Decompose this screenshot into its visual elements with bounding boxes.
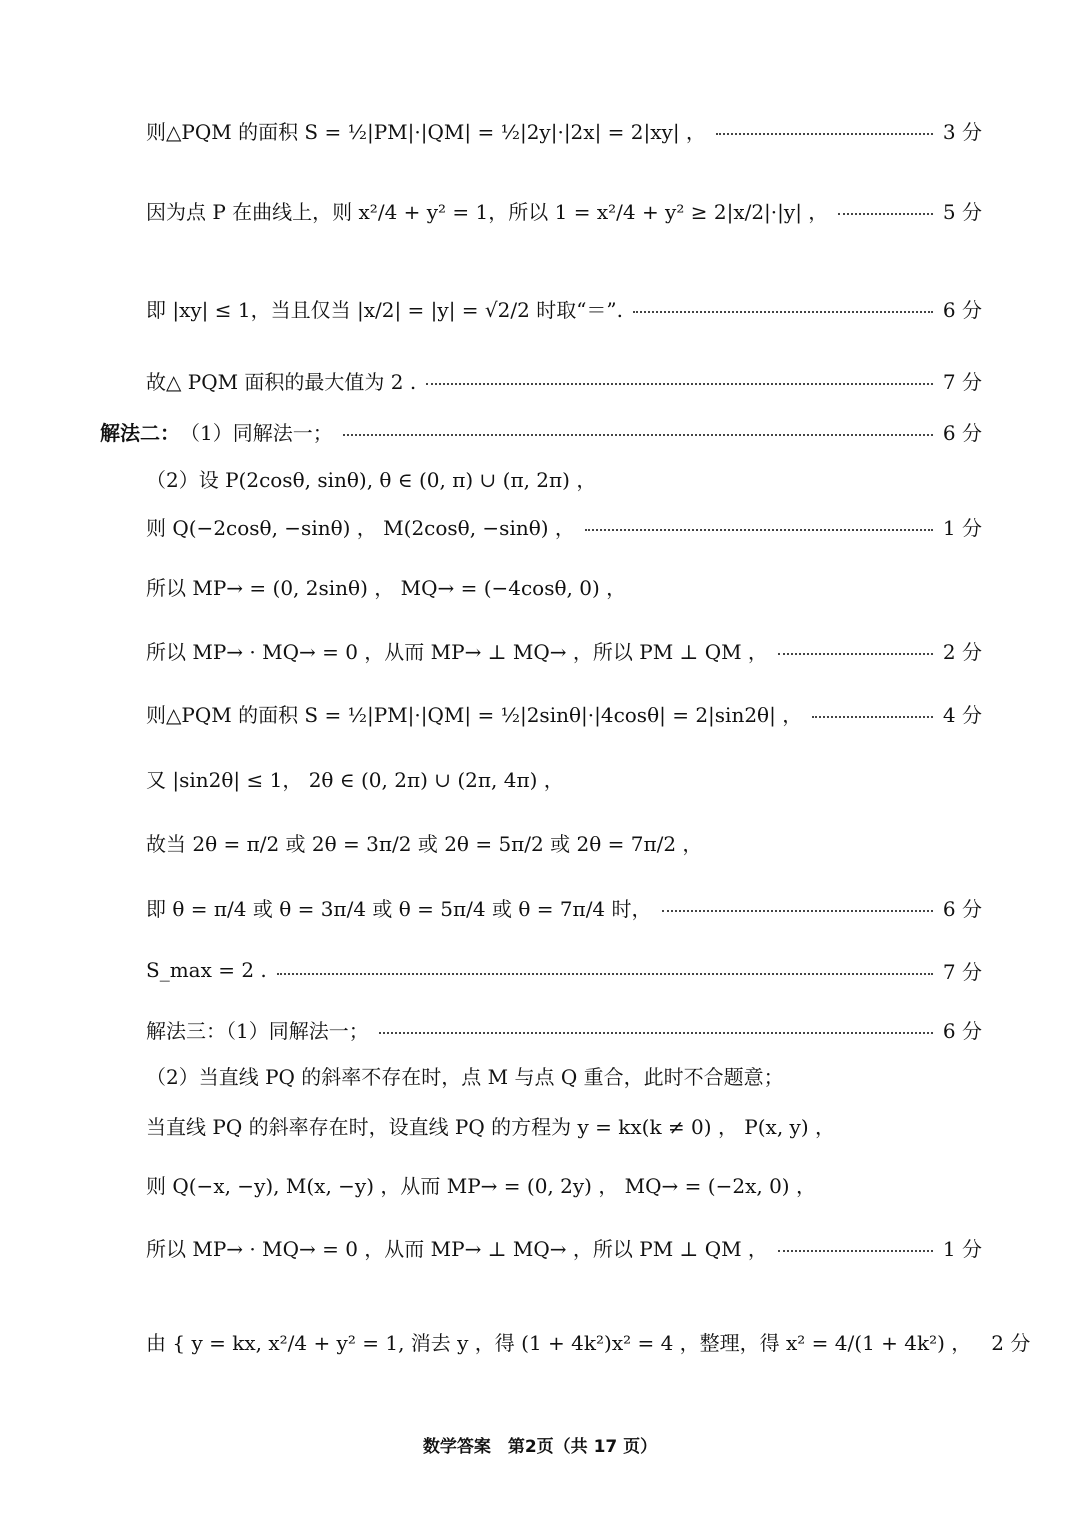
- line-6: [146, 458, 982, 498]
- dot-leader: [585, 529, 933, 531]
- score: 2 分: [942, 639, 982, 664]
- method-label: 解法二：: [100, 420, 180, 445]
- line-text: 由 { y = kx, x²/4 + y² = 1, 消去 y ，得 (1 + 4k²)x² = 4 ，整理，得 x² = 4/(1 + 4k²) ，: [146, 1330, 972, 1355]
- score: 6 分: [942, 896, 982, 921]
- dot-leader: [662, 910, 933, 912]
- score: 2 分: [991, 1330, 1031, 1355]
- line-text: S_max = 2 .: [146, 958, 267, 982]
- line-4: [146, 360, 982, 400]
- line-text: 所以 MP→ = (0, 2sinθ) ， MQ→ = (−4cosθ, 0) ，: [146, 575, 627, 600]
- dot-leader: [812, 716, 933, 718]
- line-5: [100, 411, 982, 451]
- line-18: [146, 1164, 982, 1204]
- line-text: 则△PQM 的面积 S = ½|PM|·|QM| = ½|2sinθ|·|4cosθ| = 2|sin2θ| ，: [146, 702, 803, 727]
- dot-leader: [778, 1250, 933, 1252]
- dot-leader: [778, 653, 933, 655]
- line-text: 故当 2θ = π/2 或 2θ = 3π/2 或 2θ = 5π/2 或 2θ = 7π/2 ，: [146, 831, 703, 856]
- line-text: （2）设 P(2cosθ, sinθ), θ ∈ (0, π) ∪ (π, 2π) ，: [146, 467, 597, 492]
- score: 7 分: [942, 369, 982, 394]
- line-9: [146, 630, 982, 670]
- page-footer: 数学答案 第2页（共 17 页）: [422, 1437, 658, 1457]
- dot-leader: [343, 434, 933, 436]
- line-2: [146, 190, 982, 230]
- line-text: 即 θ = π/4 或 θ = 3π/4 或 θ = 5π/4 或 θ = 7π/4 时，: [146, 896, 652, 921]
- dot-leader: [716, 133, 933, 135]
- line-text: 又 |sin2θ| ≤ 1， 2θ ∈ (0, 2π) ∪ (2π, 4π) ，: [146, 767, 564, 792]
- line-text: 所以 MP→ · MQ→ = 0 ，从而 MP→ ⊥ MQ→ ，所以 PM ⊥ QM ，: [146, 639, 768, 664]
- line-11: [146, 758, 982, 798]
- line-text: 当直线 PQ 的斜率存在时，设直线 PQ 的方程为 y = kx(k ≠ 0) ， P(x, y) ，: [146, 1114, 836, 1139]
- score: 6 分: [942, 420, 982, 445]
- line-14: [146, 950, 982, 990]
- score: 6 分: [942, 297, 982, 322]
- line-8: [146, 566, 982, 606]
- dot-leader: [633, 311, 933, 313]
- line-text: 故△ PQM 面积的最大值为 2 .: [146, 369, 417, 394]
- score: 3 分: [942, 119, 982, 144]
- line-20: [146, 1321, 1031, 1361]
- dot-leader: [426, 383, 933, 385]
- line-text: 解法三：（1）同解法一；: [146, 1018, 369, 1043]
- score: 7 分: [942, 959, 982, 984]
- line-text: 则 Q(−2cosθ, −sinθ) ， M(2cosθ, −sinθ) ，: [146, 515, 575, 540]
- line-text: 则 Q(−x, −y), M(x, −y) ，从而 MP→ = (0, 2y) ， MQ→ = (−2x, 0) ，: [146, 1173, 816, 1198]
- score: 4 分: [942, 702, 982, 727]
- score: 1 分: [942, 515, 982, 540]
- line-text: 即 |xy| ≤ 1，当且仅当 |x/2| = |y| = √2/2 时取“＝”.: [146, 297, 624, 322]
- line-17: [146, 1105, 982, 1145]
- line-text: 因为点 P 在曲线上，则 x²/4 + y² = 1，所以 1 = x²/4 + y² ≥ 2|x/2|·|y| ，: [146, 199, 829, 224]
- line-15: [146, 1009, 982, 1049]
- line-3: [146, 288, 982, 328]
- line-19: [146, 1227, 982, 1267]
- line-7: [146, 506, 982, 546]
- line-text: 则△PQM 的面积 S = ½|PM|·|QM| = ½|2y|·|2x| = 2|xy| ，: [146, 119, 706, 144]
- score: 5 分: [942, 199, 982, 224]
- dot-leader: [379, 1032, 933, 1034]
- line-text: 所以 MP→ · MQ→ = 0 ，从而 MP→ ⊥ MQ→ ，所以 PM ⊥ QM ，: [146, 1236, 768, 1261]
- dot-leader: [277, 973, 933, 975]
- score: 1 分: [942, 1236, 982, 1261]
- line-10: [146, 693, 982, 733]
- line-13: [146, 887, 982, 927]
- score: 6 分: [942, 1018, 982, 1043]
- line-1: [146, 110, 982, 150]
- line-text: （2）当直线 PQ 的斜率不存在时，点 M 与点 Q 重合，此时不合题意；: [146, 1064, 784, 1089]
- dot-leader: [838, 213, 933, 215]
- line-12: [146, 822, 982, 862]
- line-16: [146, 1055, 982, 1095]
- line-text: （1）同解法一；: [180, 420, 333, 445]
